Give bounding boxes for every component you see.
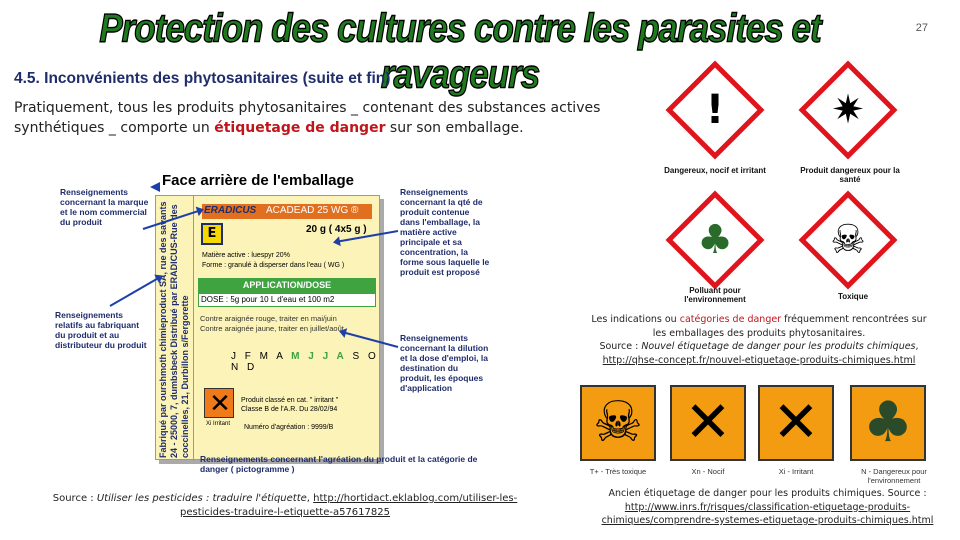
callout-quantity: Renseignements concernant la qté de produit contenue dans l'emballage, la matière active principale et sa concentration, la forme sous laquelle le produit est proposé — [400, 187, 490, 277]
x-cross-icon: ✕ — [684, 390, 732, 455]
old-pictogram — [580, 385, 656, 461]
environment-tree-icon: ♣ — [697, 217, 733, 263]
label-figure-heading: Face arrière de l'emballage — [162, 172, 355, 189]
product-weight: 20 g ( 4x5 g ) — [306, 224, 367, 235]
classification-line: Produit classé en cat. " irritant " — [241, 397, 339, 404]
formulation-line: Forme : granulé à disperser dans l'eau ( WG ) — [202, 262, 345, 269]
page-number: 27 — [915, 22, 928, 34]
ghs-caption-danger: catégories de danger — [679, 314, 782, 325]
label-illustration — [55, 170, 495, 480]
ghs-label: Dangereux, nocif et irritant — [664, 166, 766, 175]
active-substance-line: Matière active : luespyr 20% — [202, 252, 290, 259]
old-pictogram-label: T+ - Très toxique — [589, 467, 647, 476]
ghs-source-separator: , — [915, 341, 919, 352]
months-before: J F M A — [231, 351, 292, 362]
ghs-caption-after: fréquemment rencontrées sur les emballages des produits phytosanitaires. — [652, 314, 927, 339]
old-pictograms-caption — [590, 487, 945, 528]
callout-brand: Renseignements concernant la marque et le nom commercial du produit — [60, 187, 149, 227]
callout-arrow-icon — [110, 278, 159, 307]
usage-line: Contre araignée rouge, traiter en mai/juin — [200, 314, 337, 323]
package-side-panel — [156, 196, 194, 461]
manufacturer-text: Fabriqué par ourshmoth chimieproduct SA, rue des savants 24 - 25000, 7, dumbsbeck Distribué par ERADICUS-Rue des coccinelles, 21, Durbillon s/Fergorette — [158, 201, 190, 458]
ghs-caption — [588, 313, 930, 367]
source-title: Utiliser les pesticides : traduire l'étiquette — [96, 493, 307, 504]
intro-text-before: Pratiquement, tous les produits phytosanitaires _ contenant des substances actives synthétiques _ comporte un — [14, 100, 601, 136]
source-prefix: Source : — [52, 493, 97, 504]
ghs-source-link[interactable]: http://qhse-concept.fr/nouvel-etiquetage-produits-chimiques.html — [602, 354, 916, 366]
ghs-source-title: Nouvel étiquetage de danger pour les produits chimiques — [641, 341, 916, 352]
application-months — [231, 351, 379, 373]
brand-name: ERADICUS — [204, 205, 257, 216]
old-pictogram-label: Xn - Nocif — [691, 467, 725, 476]
approval-number: Numéro d'agréation : 9999/B — [244, 424, 334, 431]
skull-crossbones-icon: ☠ — [830, 217, 866, 263]
old-pictogram — [670, 385, 746, 461]
intro-danger-label: étiquetage de danger — [214, 120, 386, 136]
source-separator: , — [306, 493, 314, 504]
ghs-label: Polluant pour l'environnement — [684, 286, 746, 304]
application-bar: APPLICATION/DOSE — [198, 278, 376, 293]
skull-crossbones-icon: ☠ — [592, 390, 644, 455]
ghs-caption-before: Les indications ou — [591, 314, 680, 325]
old-pictogram-label: N - Dangereux pour l'environnement — [861, 467, 927, 485]
old-pictogram-label: Xi - Irritant — [778, 467, 814, 476]
months-after: S O N D — [231, 351, 379, 373]
ghs-pictogram — [799, 191, 898, 290]
callout-maker: Renseignements relatifs au fabriquant du produit et au distributeur du produit — [55, 310, 147, 350]
callout-dilution: Renseignements concernant la dilution et la dose d'emploi, la destination du produit, les époques d'application — [400, 333, 489, 393]
pictogram-label: Xi Irritant — [206, 421, 231, 427]
ghs-label: Produit dangereux pour la santé — [800, 166, 900, 184]
product-name: ACADEAD 25 WG ® — [266, 205, 359, 216]
source-link[interactable]: http://hortidact.eklablog.com/utiliser-les-pesticides-traduire-l-etiquette-a57617825 — [180, 493, 518, 518]
ghs-pictogram — [666, 191, 765, 290]
old-pictogram — [758, 385, 834, 461]
old-caption-text: Ancien étiquetage de danger pour les produits chimiques. Source : — [608, 488, 927, 499]
classification-line: Classe B de l'A.R. Du 28/02/94 — [241, 406, 338, 413]
usage-instructions — [200, 314, 344, 334]
health-hazard-icon: ✷ — [831, 87, 865, 133]
intro-text-after: sur son emballage. — [385, 120, 524, 136]
active-substance — [202, 251, 344, 271]
old-source-link[interactable]: http://www.inrs.fr/risques/classification-etiquetage-produits-chimiques/comprendre-systemes-etiquetage-produits-chimiques.html — [601, 501, 934, 526]
old-pictogram — [850, 385, 926, 461]
usage-line: Contre araignée jaune, traiter en juillet/août — [200, 324, 344, 333]
brand-logo-icon: E — [201, 223, 223, 245]
heading-arrow-icon — [150, 182, 160, 192]
x-cross-icon: ✕ — [772, 390, 820, 455]
page-title: Protection des cultures contre les parasites et ravageurs — [99, 6, 821, 97]
section-title: 4.5. Inconvénients des phytosanitaires (suite et fin) — [14, 70, 391, 87]
exclamation-icon: ! — [705, 87, 725, 133]
classification-text — [241, 396, 338, 414]
ghs-source-prefix: Source : — [599, 341, 642, 352]
ghs-label: Toxique — [837, 292, 869, 301]
callout-agreement: Renseignements concernant l'agréation du produit et la catégorie de danger ( pictogramme ) — [200, 454, 478, 474]
label-source-caption — [30, 492, 540, 520]
dose-text: DOSE : 5g pour 10 L d'eau et 100 m2 — [198, 293, 376, 307]
months-highlighted: M J J A — [291, 351, 347, 362]
irritant-pictogram — [204, 388, 234, 418]
intro-paragraph — [14, 98, 614, 138]
environment-tree-icon: ♣ — [862, 390, 914, 455]
x-cross-icon: ✕ — [209, 389, 231, 419]
